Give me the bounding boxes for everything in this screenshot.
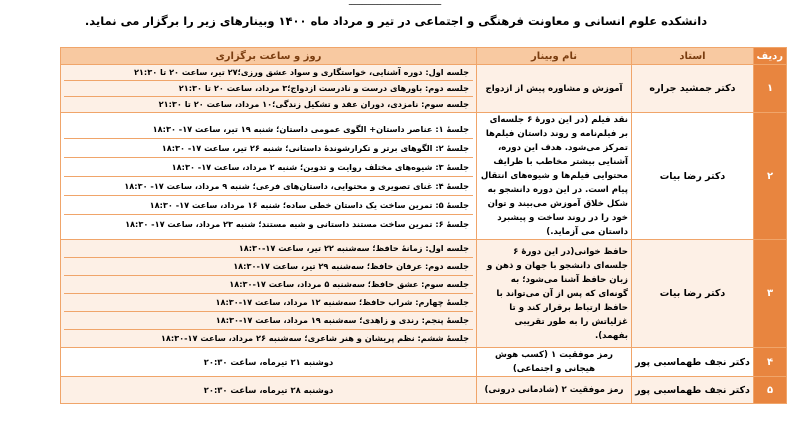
session-line: جلسۀ ششم: نظم پریشان و هنر شاعری؛ سه‌شنبه ۲۶ مرداد، ساعت ۱۷-۱۸:۳۰: [160, 333, 469, 343]
row-number: ۵: [754, 377, 787, 404]
table-row: [61, 240, 787, 348]
session-line: جلسۀ پنجم: رندی و زاهدی؛ سه‌شنبه ۱۹ مرداد، ساعت ۱۷-۱۸:۳۰: [64, 312, 473, 330]
professor-cell: دکتر رضا بیات: [632, 113, 754, 240]
header-professor: استاد: [632, 48, 754, 65]
table-row: [61, 65, 787, 113]
webinar-topic: رمز موفقیت ۲ (شادمانی درونی): [477, 377, 632, 404]
webinar-schedule-table: [60, 47, 787, 404]
row-number: ۳: [754, 240, 787, 348]
session-line: جلسۀ ۴: غنای تصویری و محتوایی، داستان‌های فرعی؛ شنبه ۹ مرداد، ساعت ۱۷- ۱۸:۳۰: [64, 177, 473, 196]
webinar-topic: نقد فیلم (در این دورۀ ۶ جلسه‌ای بر فیلم‌نامه و روند داستان فیلم‌ها تمرکز می‌شود. هدف این دوره، آشنایی بیشتر مخاطب با ظرایف محتوایی فیلم‌ها و شیوه‌های انتقال پیام است. در این دوره دانشجو به شکل خلاق آموزش می‌بیند و توان خود را در روند ساخت و پیشبرد داستان می آزماید.): [477, 113, 632, 240]
session-line: جلسۀ ۵: تمرین ساخت یک داستان خطی ساده؛ شنبه ۱۶ مرداد، ساعت ۱۷- ۱۸:۳۰: [64, 196, 473, 215]
session-line: جلسه اول: زمانۀ حافظ؛ سه‌شنبه ۲۲ تیر، ساعت ۱۷-۱۸:۳۰: [64, 240, 473, 258]
session-line: جلسۀ ۶: تمرین ساخت مستند داستانی و شبه مستند؛ شنبه ۲۳ مرداد، ساعت ۱۷- ۱۸:۳۰: [125, 218, 469, 229]
session-list: [61, 65, 477, 113]
session-line: جلسه سوم: نامزدی، دوران عقد و تشکیل زندگی؛۱۰ مرداد، ساعت ۲۰ تا ۲۱:۳۰: [158, 99, 469, 109]
professor-cell: دکتر نجف طهماسبی پور: [632, 348, 754, 377]
header-row: [61, 48, 787, 65]
session-line: جلسۀ ۲: الگوهای برتر و تکرارشوندۀ داستانی؛ شنبه ۲۶ تیر، ساعت ۱۷- ۱۸:۳۰: [64, 139, 473, 158]
table-row: [61, 348, 787, 377]
top-fragment: ـــــــــــــــــــــــــــــــــــ: [348, 0, 442, 6]
session-line: جلسۀ چهارم: شراب حافظ؛ سه‌شنبه ۱۲ مرداد، ساعت ۱۷-۱۸:۳۰: [64, 294, 473, 312]
session-line: جلسۀ ۱: عناصر داستان+ الگوی عمومی داستان؛ شنبه ۱۹ تیر، ساعت ۱۷- ۱۸:۳۰: [64, 120, 473, 139]
table-row: [61, 113, 787, 240]
webinar-topic: رمز موفقیت ۱ (کسب هوش هیجانی و اجتماعی): [477, 348, 632, 377]
session-line: دوشنبه ۲۱ تیرماه، ساعت ۲۰:۳۰: [61, 348, 477, 377]
session-line: جلسه دوم: عرفان حافظ؛ سه‌شنبه ۲۹ تیر، ساعت ۱۷-۱۸:۳۰: [64, 258, 473, 276]
page-title: دانشکده علوم انسانی و معاونت فرهنگی و اجتماعی در تیر و مرداد ماه ۱۴۰۰ وبینارهای زیر را برگزار می نماید.: [84, 14, 708, 28]
row-number: ۱: [754, 65, 787, 113]
professor-cell: دکتر رضا بیات: [632, 240, 754, 348]
professor-cell: دکتر نجف طهماسبی پور: [632, 377, 754, 404]
webinar-topic: حافظ خوانی(در این دورۀ ۶ جلسه‌ای دانشجو با جهان و ذهن و زبان حافظ آشنا می‌شود؛ به گونه‌ای که پس از آن می‌تواند با حافظ ارتباط برقرار کند و تا غزلیاتش را به طور تقریبی بفهمد).: [477, 240, 632, 348]
session-line: جلسه دوم: باورهای درست و نادرست ازدواج؛۳ مرداد، ساعت ۲۰ تا ۲۱:۳۰: [64, 81, 473, 97]
professor-cell: دکتر جمشید جراره: [632, 65, 754, 113]
header-row-number: ردیف: [754, 48, 787, 65]
webinar-topic: آموزش و مشاوره پیش از ازدواج: [477, 65, 632, 113]
header-webinar: نام وبینار: [477, 48, 632, 65]
header-schedule: روز و ساعت برگزاری: [61, 48, 477, 65]
session-line: دوشنبه ۲۸ تیرماه، ساعت ۲۰:۳۰: [61, 377, 477, 404]
session-line: جلسه سوم: عشق حافظ؛ سه‌شنبه ۵ مرداد، ساعت ۱۷-۱۸:۳۰: [64, 276, 473, 294]
session-list: [61, 113, 477, 240]
row-number: ۲: [754, 113, 787, 240]
session-line: جلسۀ ۳: شیوه‌های مختلف روایت و تدوین؛ شنبه ۲ مرداد، ساعت ۱۷- ۱۸:۳۰: [64, 158, 473, 177]
row-number: ۴: [754, 348, 787, 377]
session-line: جلسه اول: دوره آشنایی، خواستگاری و سواد عشق ورزی؛۲۷ تیر، ساعت ۲۰ تا ۲۱:۳۰: [64, 65, 473, 81]
table-row: [61, 377, 787, 404]
session-list: [61, 240, 477, 348]
